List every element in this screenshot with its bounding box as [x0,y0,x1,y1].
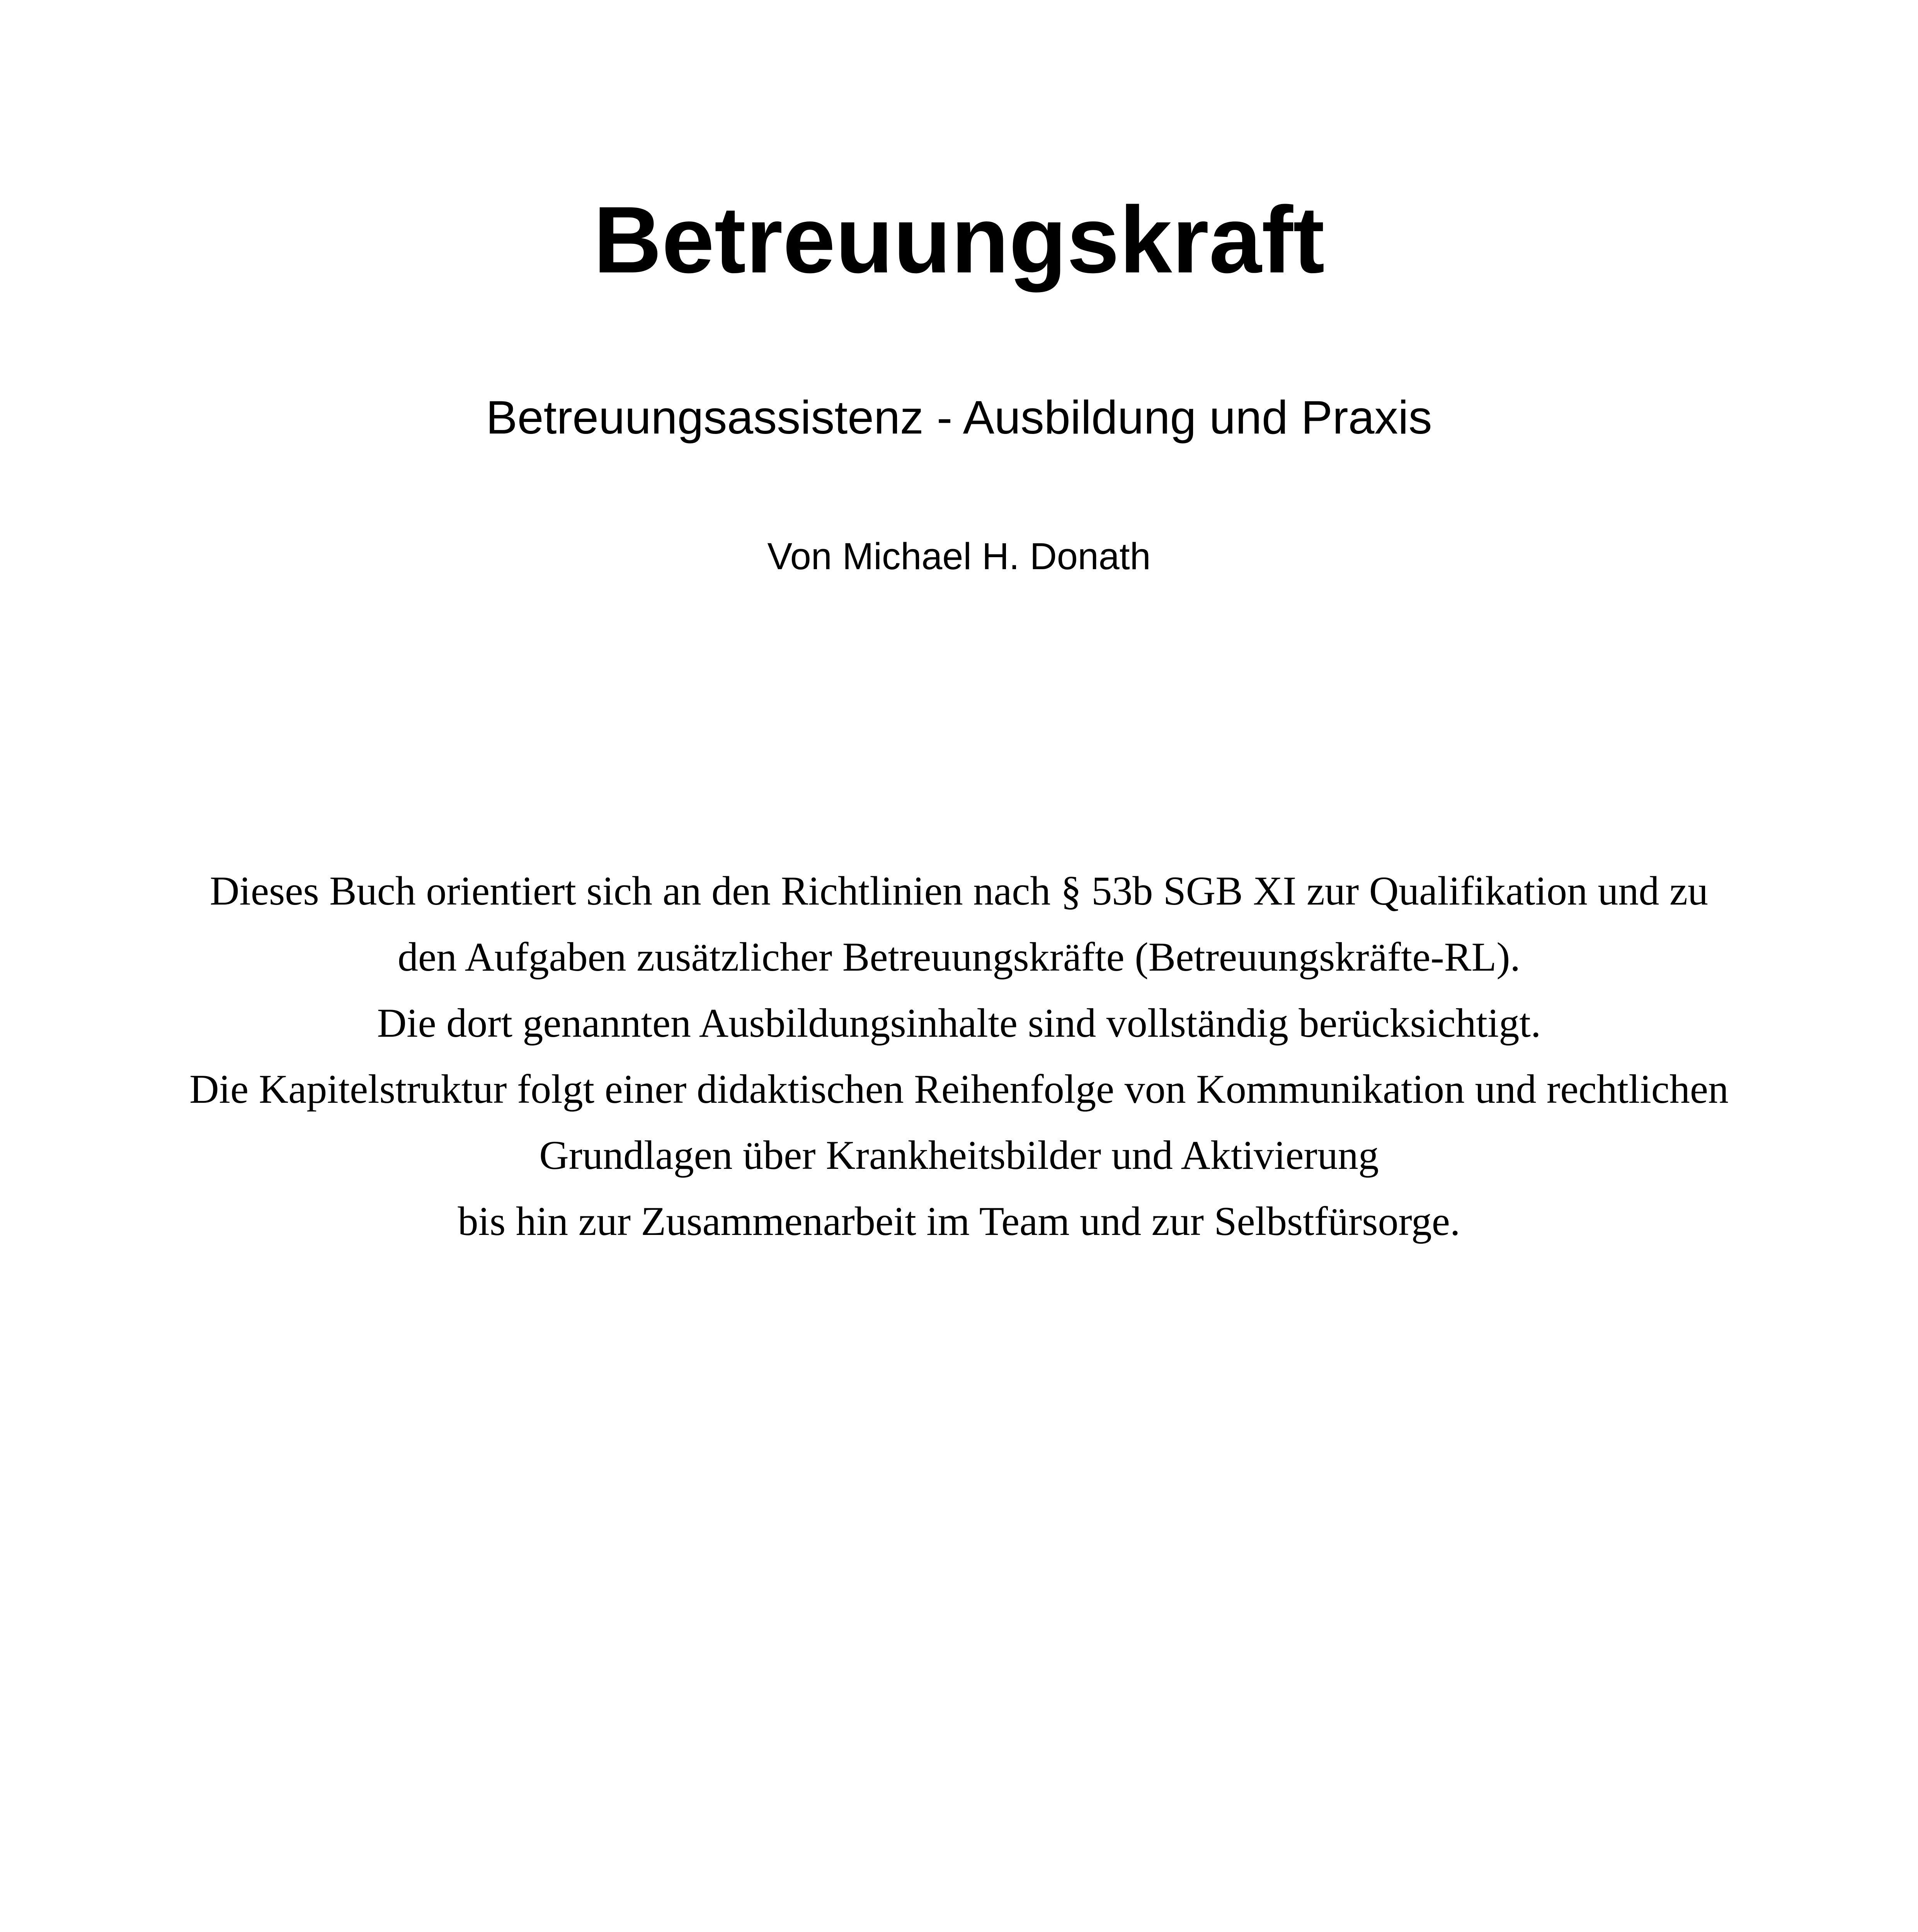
description-line: Die Kapitelstruktur folgt einer didaktischen Reihenfolge von Kommunikation und rechtlichen [189,1066,1729,1112]
description-line: Die dort genannten Ausbildungsinhalte sind vollständig berücksichtigt. [377,1000,1541,1046]
description-line: bis hin zur Zusammenarbeit im Team und zur Selbstfürsorge. [458,1199,1460,1244]
description-line: den Aufgaben zusätzlicher Betreuungskräfte (Betreuungskräfte-RL). [397,934,1520,980]
description-line: Dieses Buch orientiert sich an den Richtlinien nach § 53b SGB XI zur Qualifikation und zu [210,868,1708,913]
description-line: Grundlagen über Krankheitsbilder und Aktivierung [539,1133,1379,1178]
page-title: Betreuungskraft [593,187,1325,293]
author-byline: Von Michael H. Donath [767,535,1151,577]
page-subtitle: Betreuungsassistenz - Ausbildung und Praxis [486,391,1432,444]
description-paragraph [0,858,1918,1254]
